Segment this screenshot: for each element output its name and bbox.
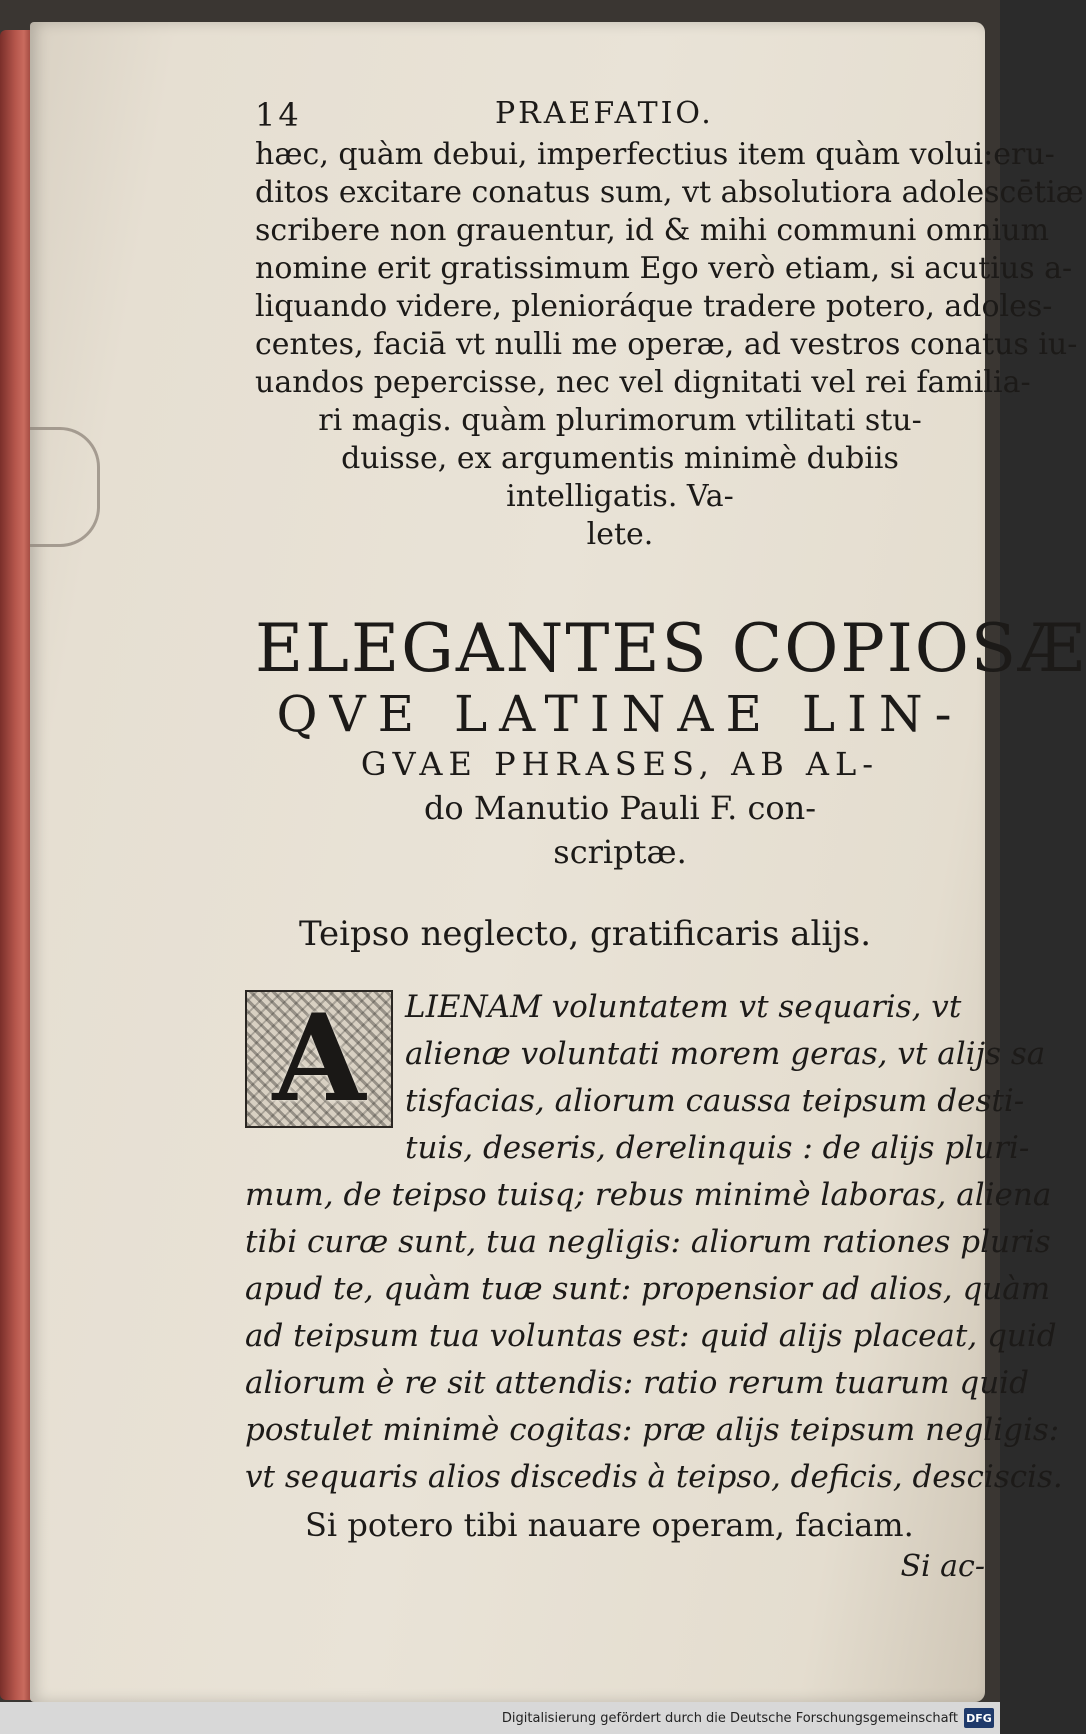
body-line: vt sequaris alios discedis à teipso, deficis, desciscis. [245,1459,1063,1495]
body-line: LIENAM voluntatem vt sequaris, vt [405,989,962,1025]
preface-line: centes, faciā vt nulli me operæ, ad vestros conatus iu- [255,327,1078,362]
body-line: tisfacias, aliorum caussa teipsum desti- [405,1083,1025,1119]
preface-line: ri magis. quàm plurimorum vtilitati stu- [318,403,922,438]
section-heading: Teipso neglecto, gratificaris alijs. [298,914,872,954]
preface-line: intelligatis. Va- [506,479,734,514]
body-line: alienæ voluntati morem geras, vt alijs sa [405,1036,1046,1072]
page-number: 14 [255,96,302,134]
title-line: scriptæ. [553,833,687,871]
title-line: do Manutio Pauli F. con- [423,789,817,827]
preface-line: scribere non grauentur, id & mihi communi omnium [255,213,1050,248]
preface-line: uandos pepercisse, nec vel dignitati vel rei familia- [255,365,1031,400]
body-line: mum, de teipso tuisq; rebus minimè laboras, aliena [245,1177,1052,1213]
body-line: postulet minimè cogitas: præ alijs teipsum negligis: [245,1412,1060,1448]
body-line: tibi curæ sunt, tua negligis: aliorum rationes pluris [245,1224,1051,1260]
page-text [245,90,1086,1587]
title-line: GVAE PHRASES, AB AL- [360,745,880,783]
body-line: apud te, quàm tuæ sunt: propensior ad alios, quàm [245,1271,1051,1307]
preface-line: nomine erit gratissimum Ego verò etiam, si acutius a- [255,251,1073,286]
footer-credit: Digitalisierung gefördert durch die Deutsche Forschungsgemeinschaft [501,1710,958,1726]
preface-line: duisse, ex argumentis minimè dubiis [341,441,899,476]
book-title [255,610,1086,874]
title-line: ELEGANTES COPIOSÆ [255,610,1086,687]
running-head-title: PRAEFATIO. [495,96,714,131]
preface-line: ditos excitare conatus sum, vt absolutiora adolescētiæ [255,175,1084,210]
preface-line: liquando videre, plenioráque tradere potero, adoles- [255,289,1053,324]
body-line: aliorum è re sit attendis: ratio rerum tuarum quid [245,1365,1029,1401]
running-head [255,90,985,136]
body-line: ad teipsum tua voluntas est: quid alijs placeat, quid [245,1318,1057,1354]
phrase-body [245,984,1063,1587]
catchword: Si ac- [900,1549,985,1584]
preface-text [255,136,1084,554]
dfg-logo-icon: DFG [964,1708,994,1728]
preface-line: lete. [586,517,654,552]
decorated-initial-icon [245,990,393,1128]
initial-letter: A [272,988,366,1129]
title-line: QVE LATINAE LIN- [276,685,964,743]
digitization-footer [0,1702,1000,1734]
preface-line: hæc, quàm debui, imperfectius item quàm volui:eru- [255,137,1055,172]
body-line: tuis, deseris, derelinquis : de alijs pluri- [405,1130,1030,1166]
book-page-edges [0,30,34,1700]
page-clip [30,427,100,547]
phrase-line: Si potero tibi nauare operam, faciam. [305,1506,914,1544]
